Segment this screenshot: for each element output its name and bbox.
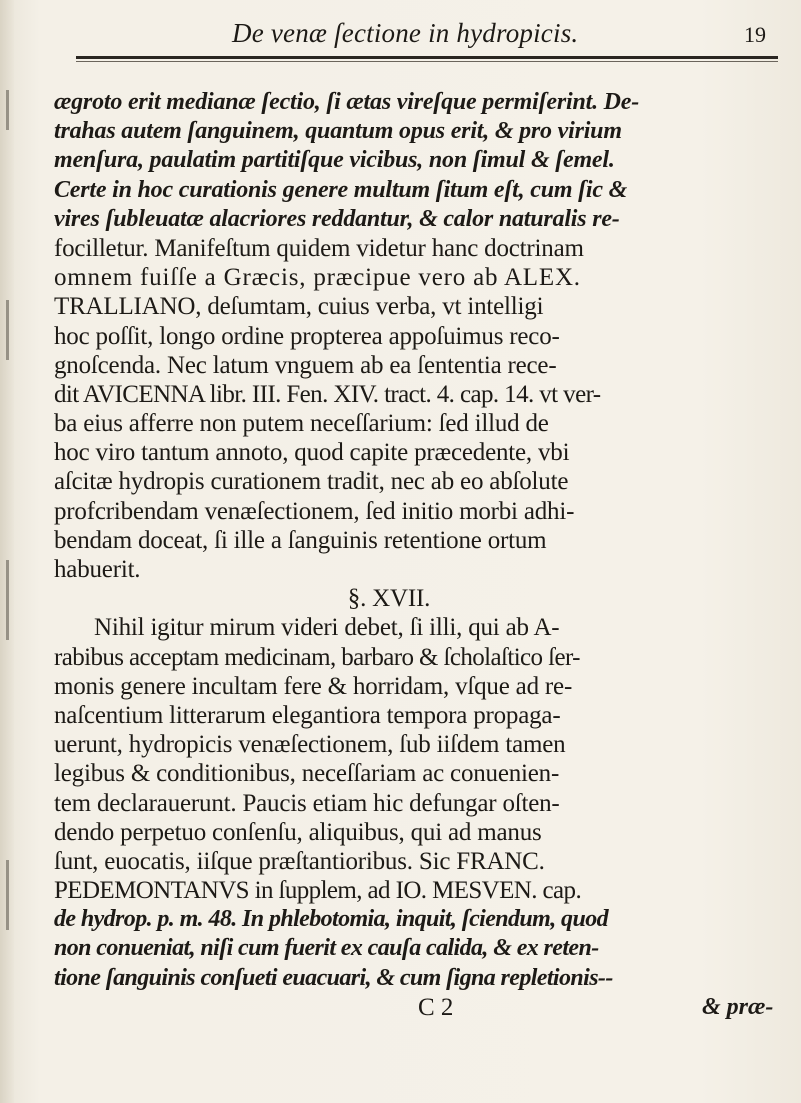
binding-gutter <box>0 0 14 1103</box>
text-line: omnem fuiſſe a Græcis, præcipue vero ab ALEX. <box>54 264 581 292</box>
section-heading: §. XVII. <box>347 585 431 613</box>
text-line: profcribendam venæſectionem, ſed initio morbi adhi- <box>54 497 575 525</box>
text-line: ſunt, euocatis, iiſque præſtantioribus. Sic FRANC. <box>54 847 545 875</box>
text-line: trahas autem ſanguinem, quantum opus erit, & pro virium <box>54 118 622 145</box>
page-number: 19 <box>744 22 766 47</box>
text-line: TRALLIANO, deſumtam, cuius verba, vt intelligi <box>54 293 544 321</box>
text-line: monis genere incultam fere & horridam, vſque ad re- <box>54 672 573 700</box>
catchword: & præ- <box>702 993 774 1020</box>
text-line: vires ſubleuatæ alacriores reddantur, & calor naturalis re- <box>54 205 620 232</box>
text-line: naſcentium litterarum elegantiora tempora propaga- <box>54 701 561 729</box>
text-line: legibus & conditionibus, neceſſariam ac conuenien- <box>54 760 560 788</box>
text-line: uerunt, hydropicis venæſectionem, ſub iiſdem tamen <box>54 731 566 759</box>
text-line: de hydrop. p. m. 48. In phlebotomia, inquit, ſciendum, quod <box>54 906 608 933</box>
text-line: ba eius afferre non putem neceſſarium: ſed illud de <box>54 410 549 438</box>
text-line: Certe in hoc curationis genere multum ſitum eſt, cum ſic & <box>54 176 628 203</box>
text-line: dendo perpetuo conſenſu, aliquibus, qui ad manus <box>54 818 542 846</box>
text-line: bendam doceat, ſi ille a ſanguinis retentione ortum <box>54 526 547 554</box>
page-edge-shadow <box>6 560 9 640</box>
body-text <box>54 88 794 1022</box>
running-head: De venæ ſectione in hydropicis. <box>232 18 579 48</box>
text-line: tem declarauerunt. Paucis etiam hic defungar oſten- <box>54 789 560 817</box>
signature-mark: C 2 <box>418 993 454 1021</box>
text-line: rabibus acceptam medicinam, barbaro & ſcholaſtico ſer- <box>54 643 580 671</box>
page-header <box>0 14 801 54</box>
header-rule <box>76 56 778 59</box>
text-line: habuerit. <box>54 556 141 583</box>
page-edge-shadow <box>6 90 9 130</box>
text-line: focilletur. Manifeſtum quidem videtur hanc doctrinam <box>54 234 584 262</box>
text-line: ægroto erit medianæ ſectio, ſi ætas vireſque permiſerint. De- <box>54 89 640 115</box>
page-edge-shadow <box>6 860 9 930</box>
text-line: PEDEMONTANVS in ſupplem, ad IO. MESVEN. cap. <box>54 877 582 905</box>
text-line: hoc poſſit, longo ordine propterea appoſuimus reco- <box>54 322 560 350</box>
text-line: aſcitæ hydropis curationem tradit, nec ab eo abſolute <box>54 468 569 496</box>
text-line: hoc viro tantum annoto, quod capite præcedente, vbi <box>54 439 570 467</box>
text-line: non conueniat, niſi cum fuerit ex cauſa calida, & ex reten- <box>54 935 599 962</box>
text-line: dit AVICENNA libr. III. Fen. XIV. tract. 4. cap. 14. vt ver- <box>54 380 601 408</box>
text-line: Nihil igitur mirum videri debet, ſi illi, qui ab A- <box>94 614 560 642</box>
text-line: gnoſcenda. Nec latum vnguem ab ea ſententia rece- <box>54 351 557 379</box>
page-edge-shadow <box>6 300 9 360</box>
text-line: menſura, paulatim partitiſque vicibus, non ſimul & ſemel. <box>54 147 615 174</box>
header-rule-thin <box>76 61 778 62</box>
page-footer <box>54 993 794 1022</box>
text-line: tione ſanguinis conſueti euacuari, & cum ſigna repletionis-- <box>54 964 613 991</box>
